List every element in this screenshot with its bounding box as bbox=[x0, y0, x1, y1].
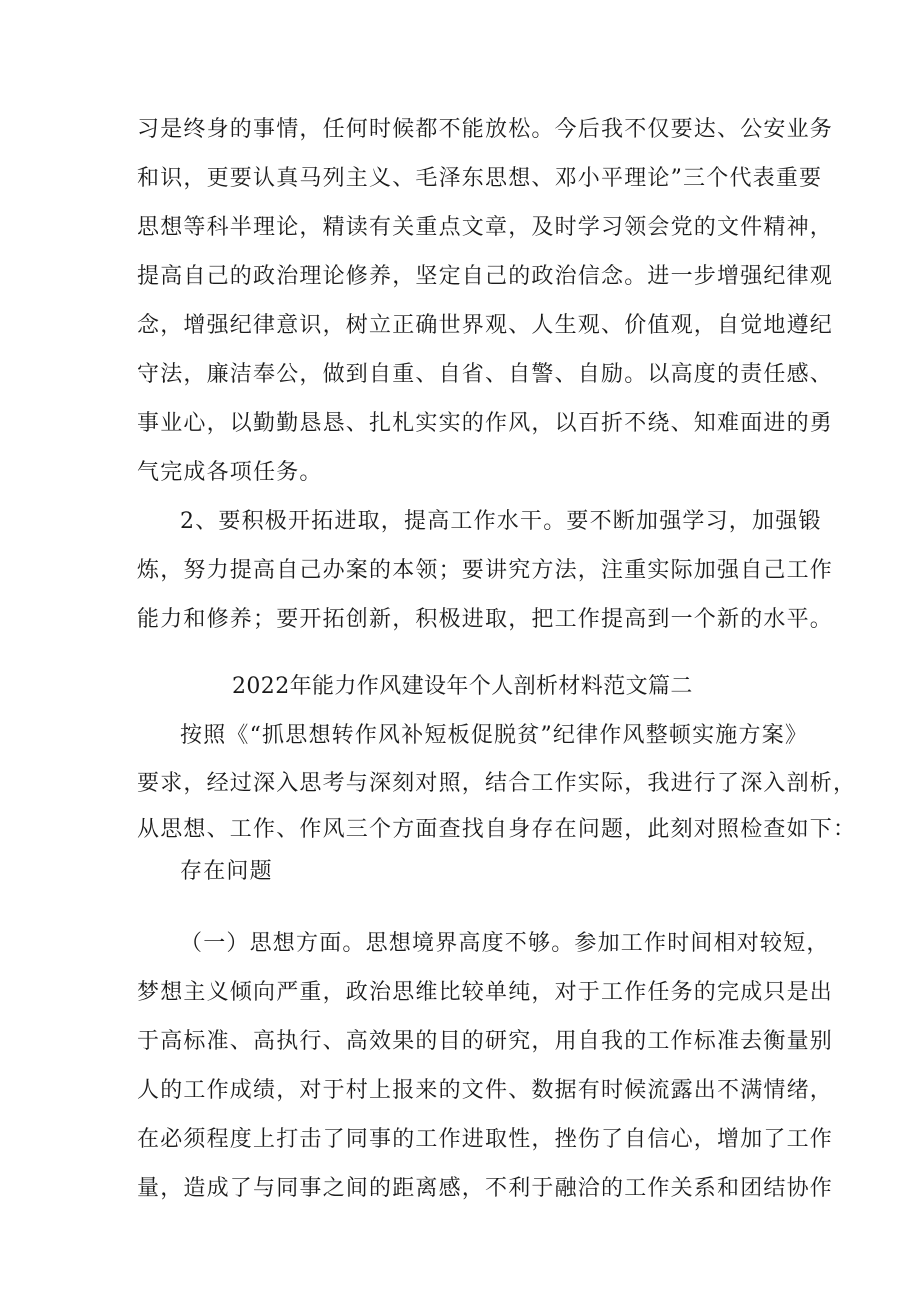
paragraph-4-line-5: 在必须程度上打击了同事的工作进取性，挫伤了自信心，增加了工作 bbox=[137, 1127, 834, 1152]
paragraph-3-line-2: 要求，经过深入思考与深刻对照，结合工作实际，我进行了深入剖析， bbox=[137, 771, 857, 796]
paragraph-1-line-6: 守法，廉洁奉公，做到自重、自省、自警、自励。以高度的责任感、 bbox=[137, 362, 834, 387]
paragraph-1-line-7: 事业心，以勤勤恳恳、扎札实实的作风，以百折不绕、知难面进的勇 bbox=[137, 411, 834, 436]
paragraph-3-line-1: 按照《“抓思想转作风补短板促脱贫”纪律作风整顿实施方案》 bbox=[180, 723, 809, 748]
paragraph-1-line-4: 提高自己的政治理论修养，坚定自己的政治信念。进一步增强纪律观 bbox=[137, 264, 834, 289]
paragraph-1-line-5: 念，增强纪律意识，树立正确世界观、人生观、价值观，自觉地遵纪 bbox=[137, 313, 834, 338]
paragraph-4-line-1: （一）思想方面。思想境界高度不够。参加工作时间相对较短， bbox=[180, 931, 830, 956]
paragraph-4-line-4: 人的工作成绩，对于村上报来的文件、数据有时候流露出不满情绪， bbox=[137, 1078, 834, 1103]
paragraph-1-line-1: 习是终身的事情，任何时候都不能放松。今后我不仅要达、公安业务 bbox=[137, 117, 834, 142]
paragraph-1-line-8: 气完成各项任务。 bbox=[137, 460, 323, 485]
paragraph-2-line-3: 能力和修养；要开拓创新，积极进取，把工作提高到一个新的水平。 bbox=[137, 607, 834, 632]
paragraph-1-line-2: 和识，更要认真马列主义、毛泽东思想、邓小平理论”三个代表重要 bbox=[137, 166, 823, 191]
paragraph-4-line-2: 梦想主义倾向严重，政治思维比较单纯，对于工作任务的完成只是出 bbox=[137, 980, 834, 1005]
paragraph-4-line-3: 于高标准、高执行、高效果的目的研究，用自我的工作标准去衡量别 bbox=[137, 1029, 834, 1054]
paragraph-4-line-6: 量，造成了与同事之间的距离感，不利于融洽的工作关系和团结协作 bbox=[137, 1176, 834, 1201]
paragraph-1-line-3: 思想等科半理论，精读有关重点文章，及时学习领会党的文件精神， bbox=[137, 215, 834, 240]
section-title: 2022年能力作风建设年个人剖析材料范文篇二 bbox=[232, 674, 693, 699]
subheading: 存在问题 bbox=[180, 859, 273, 884]
paragraph-2-line-2: 炼，努力提高自己办案的本领；要讲究方法，注重实际加强自己工作 bbox=[137, 558, 834, 583]
paragraph-2-line-1: 2、要积极开拓进取，提高工作水干。要不断加强学习，加强锻 bbox=[180, 509, 822, 534]
paragraph-3-line-3: 从思想、工作、作风三个方面查找自身存在问题，此刻对照检查如下： bbox=[137, 817, 857, 842]
